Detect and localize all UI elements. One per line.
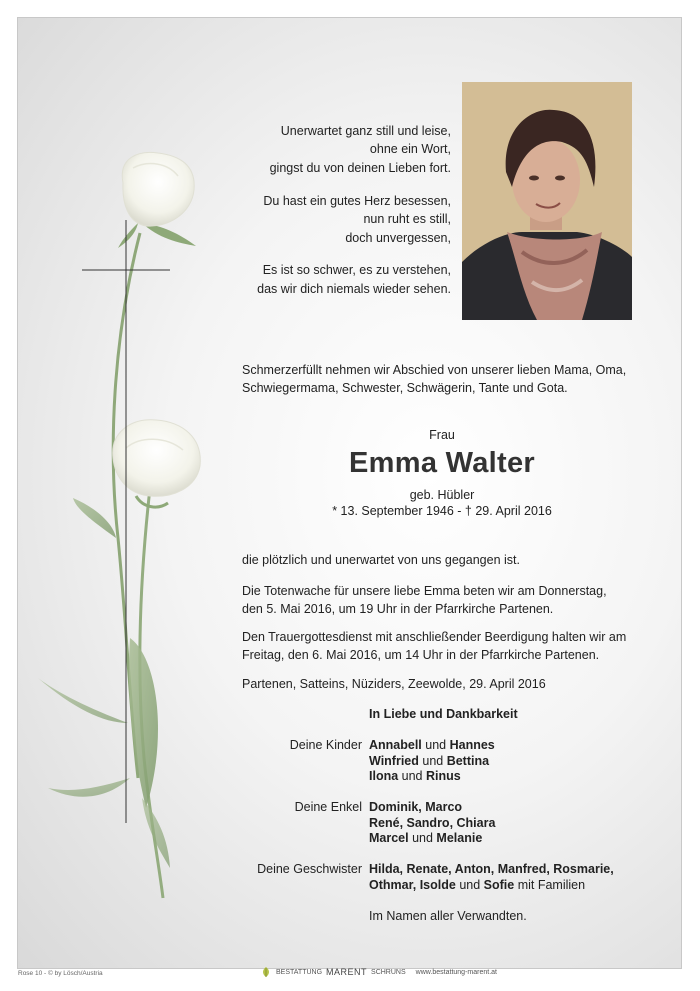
poem-stanza (151, 261, 451, 298)
family-name: Hannes (449, 738, 495, 752)
salutation: Frau (429, 428, 455, 442)
poem-stanza (151, 122, 451, 177)
life-dates: * 13. September 1946 - † 29. April 2016 (332, 504, 552, 518)
poem-line: Unerwartet ganz still und leise, (280, 124, 451, 138)
poem-line: Du hast ein gutes Herz besessen, (263, 193, 451, 208)
family-name: Sofie (483, 877, 515, 892)
regards-line: Im Namen aller Verwandten. (369, 909, 527, 923)
family-names (369, 738, 495, 785)
service-line: Den Trauergottesdienst mit anschließender Beerdigung halten wir am (242, 630, 627, 644)
family-name: Marcel (369, 831, 409, 846)
brand-prefix: BESTATTUNG (276, 968, 323, 976)
family-row (369, 831, 495, 847)
family-name: René, Sandro, Chiara (369, 815, 496, 830)
family-join: und (455, 877, 484, 892)
place-date (242, 676, 652, 694)
poem-line: das wir dich niemals wieder sehen. (257, 281, 451, 296)
family-join: und (418, 753, 447, 768)
place-date-line: Partenen, Satteins, Nüziders, Zeewolde, 29. April 2016 (242, 677, 546, 691)
parte-card (17, 17, 682, 969)
passed-line: die plötzlich und unerwartet von uns gegangen ist. (242, 553, 520, 567)
intro-line: Schwiegermama, Schwester, Schwägerin, Tante und Gota. (242, 381, 568, 396)
family-row (369, 862, 614, 878)
family-name: Hilda, Renate, Anton, Manfred, Rosmarie, (369, 862, 614, 876)
brand-suffix: SCHRUNS (371, 968, 406, 976)
poem-line: ohne ein Wort, (369, 142, 451, 157)
family-name: Annabell (369, 738, 422, 752)
poem-line: nun ruht es still, (363, 212, 451, 227)
poem-line: Es ist so schwer, es zu verstehen, (262, 263, 451, 278)
family-label: Deine Enkel (294, 800, 362, 814)
family-tail: mit Familien (514, 877, 586, 892)
family-row (369, 800, 495, 816)
intro-text (242, 361, 642, 398)
poem-line: doch unvergessen, (345, 230, 451, 245)
family-name: Ilona (369, 769, 399, 784)
portrait-photo (462, 82, 632, 320)
funeral-home-logo (260, 966, 497, 978)
family-label: Deine Geschwister (257, 862, 362, 876)
family-row (369, 816, 495, 832)
family-row (369, 769, 495, 785)
image-credit: Rose 10 - © by Lösch/Austria (18, 970, 103, 977)
family-join: und (421, 738, 450, 752)
maiden-name: geb. Hübler (409, 488, 475, 502)
poem (151, 122, 451, 313)
family-names (369, 862, 614, 893)
deceased-name: Emma Walter (349, 447, 535, 479)
family-name: Bettina (446, 753, 490, 768)
family-name: Othmar, Isolde (369, 877, 456, 892)
family-name: Rinus (425, 769, 461, 784)
family-row (369, 878, 614, 894)
service-text (242, 629, 652, 664)
family-names (369, 800, 495, 847)
wake-line: den 5. Mai 2016, um 19 Uhr in der Pfarrkirche Partenen. (242, 601, 554, 616)
family-row (369, 738, 495, 754)
wake-line: Die Totenwache für unsere liebe Emma beten wir am Donnerstag, (242, 584, 607, 598)
family-join: und (408, 831, 437, 846)
brand-url: www.bestattung-marent.at (415, 968, 497, 976)
intro-line: Schmerzerfüllt nehmen wir Abschied von unserer lieben Mama, Oma, (242, 363, 627, 377)
closing-line: In Liebe und Dankbarkeit (369, 707, 518, 721)
family-join: und (398, 769, 426, 784)
family-name: Dominik, Marco (369, 800, 463, 814)
brand-name: MARENT (326, 967, 368, 977)
portrait-image (462, 82, 632, 320)
poem-stanza (151, 192, 451, 247)
leaf-icon (260, 966, 272, 978)
wake-text (242, 583, 652, 618)
service-line: Freitag, den 6. Mai 2016, um 14 Uhr in der Pfarrkirche Partenen. (242, 647, 600, 662)
family-name: Melanie (436, 831, 483, 846)
family-label: Deine Kinder (289, 738, 362, 752)
family-row (369, 754, 495, 770)
passed-text (242, 552, 652, 570)
family-name: Winfried (369, 753, 419, 768)
poem-line: gingst du von deinen Lieben fort. (269, 160, 451, 175)
